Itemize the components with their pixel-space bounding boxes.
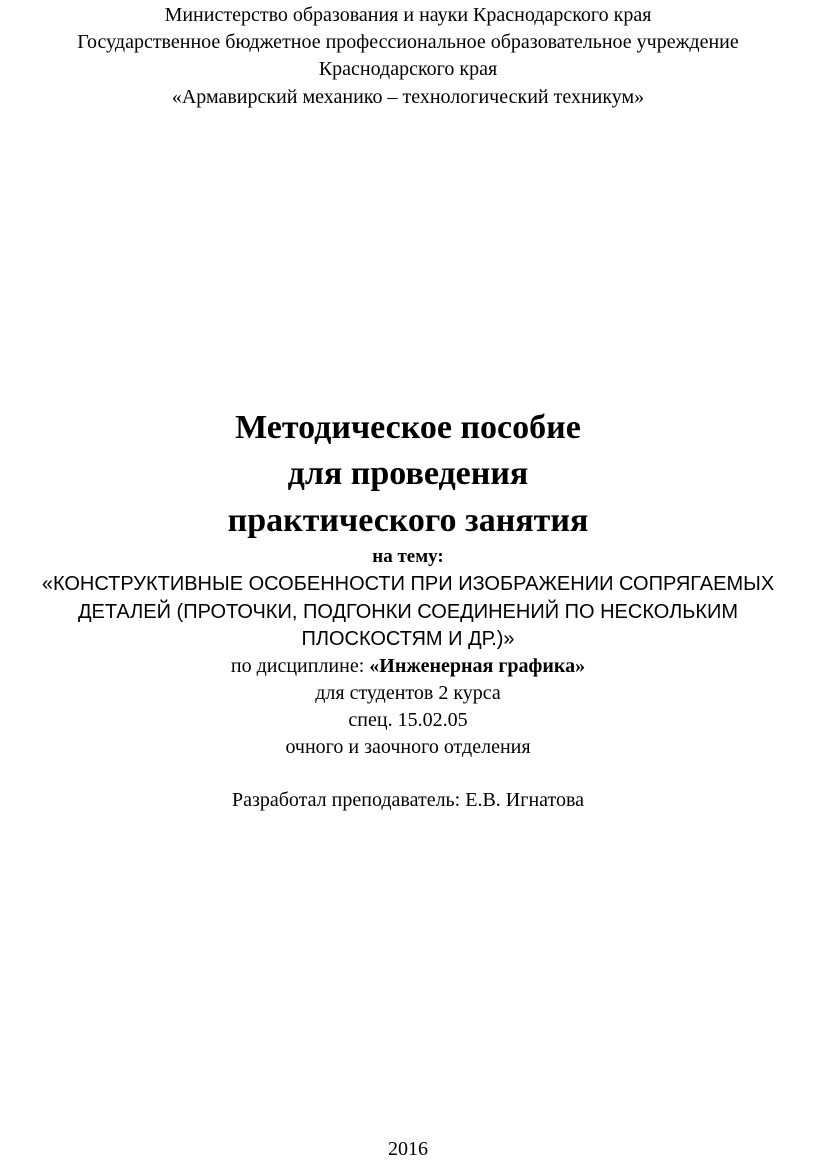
institution-name-line: «Армавирский механико – технологический техникум» [171,86,645,108]
year-line: 2016 [388,1138,428,1160]
title-line-2: для проведения [287,455,529,492]
author-line: Разработал преподаватель: Е.В. Игнатова [231,789,585,811]
discipline-prefix: по дисциплине: [230,655,370,677]
discipline-name: «Инженерная графика» [369,655,586,677]
students-line: для студентов 2 курса [315,682,501,704]
specialty-line: спец. 15.02.05 [348,709,468,731]
topic-line-2: ДЕТАЛЕЙ (ПРОТОЧКИ, ПОДГОНКИ СОЕДИНЕНИЙ ПО НЕСКОЛЬКИМ [77,601,739,623]
title-line-1: Методическое пособие [235,409,581,446]
ministry-line: Министерство образования и науки Краснодарского края [164,4,652,26]
institution-type-line: Государственное бюджетное профессиональное образовательное учреждение [77,31,739,53]
topic-intro: на тему: [372,546,444,567]
region-line: Краснодарского края [318,58,498,80]
topic-line-1: «КОНСТРУКТИВНЫЕ ОСОБЕННОСТИ ПРИ ИЗОБРАЖЕНИИ СОПРЯГАЕМЫХ [41,573,775,595]
discipline-line [0,653,816,679]
department-line: очного и заочного отделения [285,736,531,758]
topic-line-3: ПЛОСКОСТЯМ И ДР.)» [301,628,515,650]
title-line-3: практического занятия [227,502,589,539]
